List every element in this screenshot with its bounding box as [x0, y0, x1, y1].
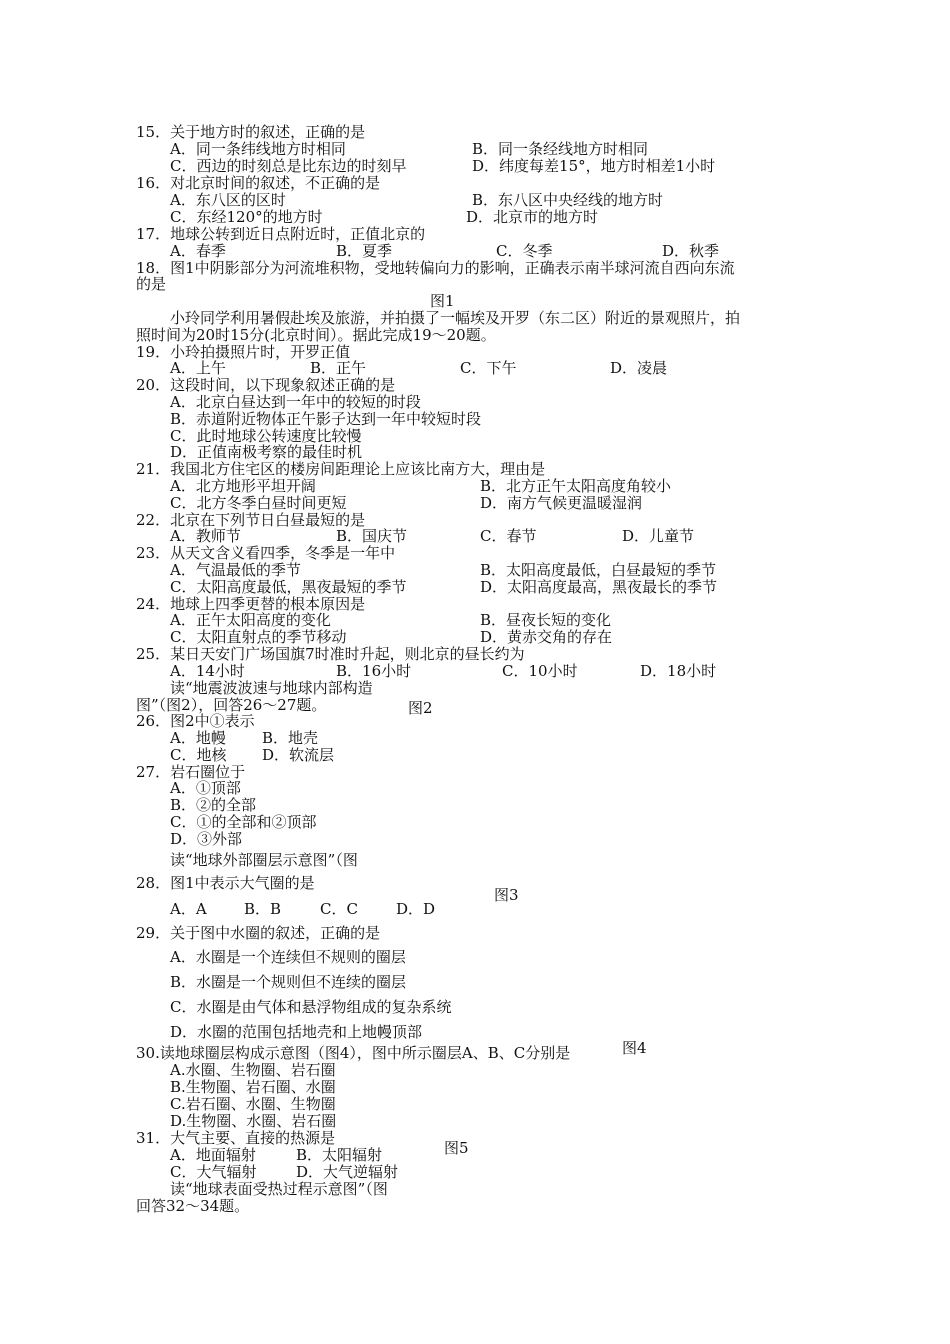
q20-option-a: A．北京白昼达到一年中的较短的时段 [170, 393, 421, 411]
q17-option-a: A．春季 [170, 242, 226, 260]
q31-option-b: B．太阳辐射 [296, 1146, 383, 1164]
q16-option-d: D．北京市的地方时 [466, 208, 599, 226]
q27-stem: 27．岩石圈位于 [136, 763, 246, 781]
figure-4-caption: 图4 [622, 1039, 647, 1057]
q23-stem: 23．从天文含义看四季，冬季是一年中 [136, 544, 396, 562]
q22-option-d: D．儿童节 [622, 527, 695, 545]
q15-option-b: B．同一条经线地方时相同 [472, 140, 649, 158]
q16-option-b: B．东八区中央经线的地方时 [472, 191, 664, 209]
q16-option-a: A．东八区的区时 [170, 191, 286, 209]
q17-stem: 17．地球公转到近日点附近时，正值北京的 [136, 225, 426, 243]
q17-option-d: D．秋季 [662, 242, 720, 260]
q31-option-a: A．地面辐射 [170, 1146, 256, 1164]
q28-option-a: A．A [170, 900, 207, 918]
q30-option-a: A.水圈、生物圈、岩石圈 [170, 1061, 336, 1079]
q15-option-c: C．西边的时刻总是比东边的时刻早 [170, 157, 407, 175]
q26-option-d: D．软流层 [262, 746, 335, 764]
q23-option-a: A．气温最低的季节 [170, 561, 301, 579]
q23-option-d: D．太阳高度最高，黑夜最长的季节 [480, 578, 718, 596]
intro19-line1: 小玲同学利用暑假赴埃及旅游，并拍摄了一幅埃及开罗（东二区）附近的景观照片，拍 [170, 309, 741, 327]
q18-stem-line1: 18．图1中阴影部分为河流堆积物，受地转偏向力的影响，正确表示南半球河流自西向东流 [136, 259, 735, 277]
intro26-line2: 图”（图2），回答26～27题。 [136, 696, 327, 714]
q20-stem: 20．这段时间，以下现象叙述正确的是 [136, 376, 396, 394]
q17-option-c: C．冬季 [496, 242, 553, 260]
q25-option-c: C．10小时 [502, 662, 578, 680]
figure-2-caption: 图2 [408, 699, 433, 717]
q27-option-c: C．①的全部和②顶部 [170, 813, 317, 831]
intro19-line2: 照时间为20时15分(北京时间）。据此完成19～20题。 [136, 326, 496, 344]
q24-option-b: B．昼夜长短的变化 [480, 611, 612, 629]
q28-option-c: C．C [320, 900, 358, 918]
q28-option-b: B．B [244, 900, 282, 918]
q15-option-d: D．纬度每差15°，地方时相差1小时 [472, 157, 716, 175]
q22-option-a: A．教师节 [170, 527, 241, 545]
q21-option-b: B．北方正午太阳高度角较小 [480, 477, 672, 495]
q31-stem: 31．大气主要、直接的热源是 [136, 1129, 336, 1147]
q15-option-a: A．同一条纬线地方时相同 [170, 140, 346, 158]
q23-option-c: C．太阳高度最低，黑夜最短的季节 [170, 578, 407, 596]
q30-option-d: D.生物圈、水圈、岩石圈 [170, 1112, 337, 1130]
q26-option-a: A．地幔 [170, 729, 226, 747]
q24-option-d: D．黄赤交角的存在 [480, 628, 613, 646]
q27-option-a: A．①顶部 [170, 779, 241, 797]
q25-option-a: A．14小时 [170, 662, 245, 680]
q27-option-d: D．③外部 [170, 830, 243, 848]
q30-option-c: C.岩石圈、水圈、生物圈 [170, 1095, 336, 1113]
q31-option-c: C．大气辐射 [170, 1163, 257, 1181]
q21-stem: 21．我国北方住宅区的楼房间距理论上应该比南方大，理由是 [136, 460, 546, 478]
q24-stem: 24．地球上四季更替的根本原因是 [136, 595, 366, 613]
q19-option-c: C．下午 [460, 359, 517, 377]
q21-option-d: D．南方气候更温暖湿润 [480, 494, 643, 512]
q22-option-b: B．国庆节 [336, 527, 408, 545]
q22-option-c: C．春节 [480, 527, 537, 545]
q17-option-b: B．夏季 [336, 242, 393, 260]
q30-stem: 30.读地球圈层构成示意图（图4），图中所示圈层A、B、C分别是 [136, 1044, 571, 1062]
q22-stem: 22．北京在下列节日白昼最短的是 [136, 511, 366, 529]
intro32-line1: 读“地球表面受热过程示意图”（图 [170, 1180, 388, 1198]
q29-stem: 29．关于图中水圈的叙述，正确的是 [136, 924, 381, 942]
q30-option-b: B.生物圈、岩石圈、水圈 [170, 1078, 336, 1096]
q19-stem: 19．小玲拍摄照片时，开罗正值 [136, 343, 351, 361]
intro28-line1: 读“地球外部圈层示意图”（图 [170, 851, 358, 869]
q19-option-a: A．上午 [170, 359, 226, 377]
q28-stem: 28．图1中表示大气圈的是 [136, 874, 315, 892]
q21-option-a: A．北方地形平坦开阔 [170, 477, 316, 495]
q29-option-a: A．水圈是一个连续但不规则的圈层 [170, 948, 406, 966]
figure-5-caption: 图5 [444, 1139, 469, 1157]
q20-option-b: B．赤道附近物体正午影子达到一年中较短时段 [170, 410, 482, 428]
q25-option-d: D．18小时 [640, 662, 717, 680]
figure-1-caption: 图1 [430, 292, 455, 310]
q24-option-c: C．太阳直射点的季节移动 [170, 628, 347, 646]
q26-stem: 26．图2中①表示 [136, 712, 255, 730]
q31-option-d: D．大气逆辐射 [296, 1163, 399, 1181]
q29-option-d: D．水圈的范围包括地壳和上地幔顶部 [170, 1023, 423, 1041]
q19-option-b: B．正午 [310, 359, 367, 377]
q16-stem: 16．对北京时间的叙述，不正确的是 [136, 174, 381, 192]
q21-option-c: C．北方冬季白昼时间更短 [170, 494, 347, 512]
q25-stem: 25．某日天安门广场国旗7时准时升起，则北京的昼长约为 [136, 645, 525, 663]
q28-option-d: D．D [396, 900, 436, 918]
intro26-line1: 读“地震波波速与地球内部构造 [170, 679, 373, 697]
q29-option-c: C．水圈是由气体和悬浮物组成的复杂系统 [170, 998, 452, 1016]
q19-option-d: D．凌晨 [610, 359, 668, 377]
q20-option-c: C．此时地球公转速度比较慢 [170, 427, 362, 445]
q26-option-c: C．地核 [170, 746, 227, 764]
intro32-line2: 回答32～34题。 [136, 1197, 250, 1215]
figure-3-caption: 图3 [494, 886, 519, 904]
q18-stem-line2: 的是 [136, 275, 167, 293]
q23-option-b: B．太阳高度最低，白昼最短的季节 [480, 561, 717, 579]
q26-option-b: B．地壳 [262, 729, 319, 747]
q15-stem: 15．关于地方时的叙述，正确的是 [136, 123, 366, 141]
q29-option-b: B．水圈是一个规则但不连续的圈层 [170, 973, 407, 991]
q20-option-d: D．正值南极考察的最佳时机 [170, 443, 363, 461]
q25-option-b: B．16小时 [336, 662, 412, 680]
q16-option-c: C．东经120°的地方时 [170, 208, 323, 226]
q27-option-b: B．②的全部 [170, 796, 257, 814]
q24-option-a: A．正午太阳高度的变化 [170, 611, 331, 629]
